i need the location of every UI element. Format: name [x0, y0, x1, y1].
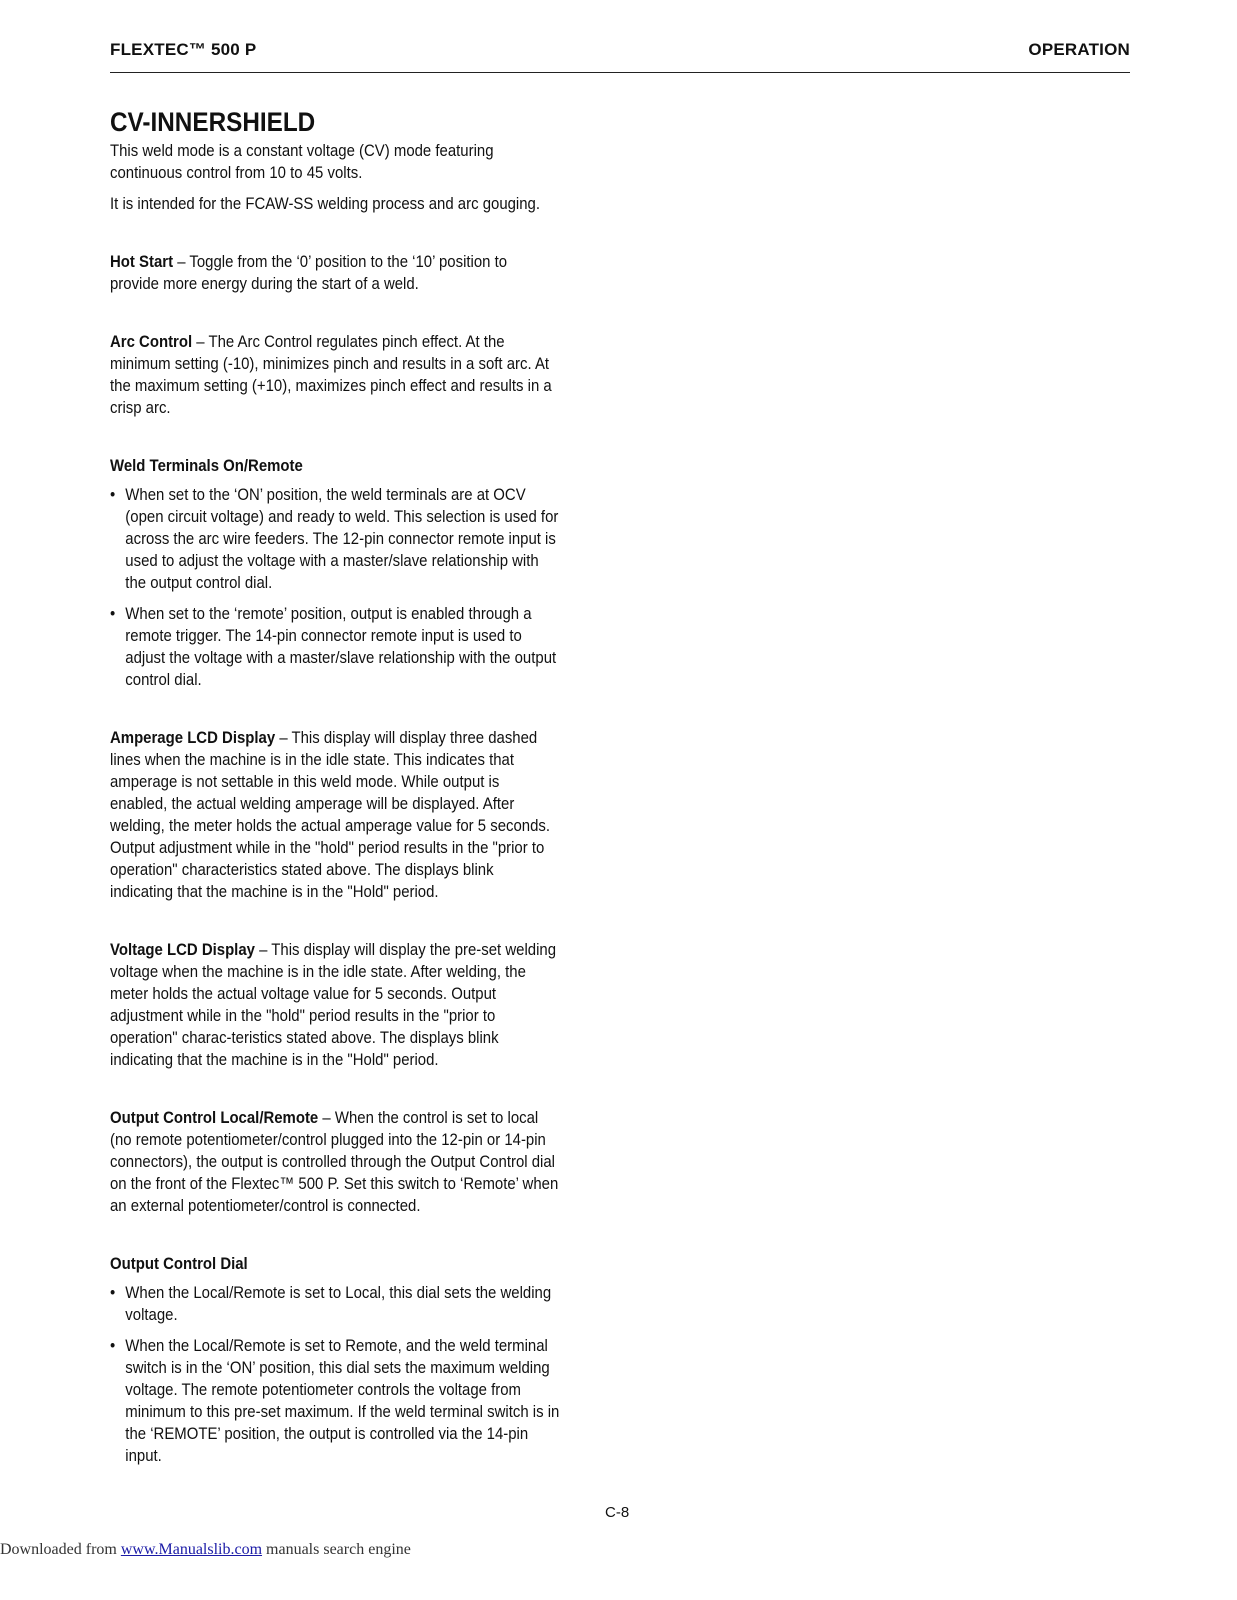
intro-paragraph-2: It is intended for the FCAW-SS welding process and arc gouging.: [110, 194, 541, 213]
output-local-remote-text: – When the control is set to local (no remote potentiometer/control plugged into the 12-pin or 14-pin connectors), the output is controlled through the Output Control dial on the front of the Flextec™ 500 P. Set this switch to ‘Remote’ when an external potentiometer/control is connected.: [110, 1108, 559, 1215]
page-number: C-8: [605, 1504, 630, 1521]
arc-control-label: Arc Control: [110, 332, 193, 351]
arc-control-paragraph: [110, 331, 560, 419]
section-title: CV-INNERSHIELD: [110, 107, 316, 137]
bullet-icon: •: [110, 1283, 116, 1302]
bullet-icon: •: [110, 604, 116, 623]
output-local-remote-label: Output Control Local/Remote: [110, 1108, 319, 1127]
output-dial-heading: Output Control Dial: [110, 1254, 248, 1273]
weld-terminals-heading: Weld Terminals On/Remote: [110, 456, 303, 475]
list-item: [110, 1282, 560, 1326]
footer-prefix: Downloaded from: [0, 1541, 121, 1558]
list-item-text: When the Local/Remote is set to Local, this dial sets the welding voltage.: [125, 1283, 552, 1324]
footer-suffix: manuals search engine: [262, 1541, 411, 1558]
hot-start-label: Hot Start: [110, 252, 174, 271]
output-dial-list: [110, 1282, 560, 1467]
list-item-text: When the Local/Remote is set to Remote, and the weld terminal switch is in the ‘ON’ position, this dial sets the maximum welding voltage. The remote potentiometer controls the voltage from minimum to this pre-set maximum. If the weld terminal switch is in the ‘REMOTE’ position, the output is controlled via the 14-pin input.: [125, 1336, 560, 1465]
output-local-remote-paragraph: [110, 1107, 560, 1217]
hot-start-text: – Toggle from the ‘0’ position to the ‘10’ position to provide more energy during the start of a weld.: [110, 252, 508, 293]
header-product: FLEXTEC™ 500 P: [110, 40, 257, 59]
list-item: [110, 1335, 560, 1467]
voltage-lcd-text: – This display will display the pre-set welding voltage when the machine is in the idle state. After welding, the meter holds the actual voltage value for 5 seconds. Output adjustment while in the "hold" period results in the "prior to operation" charac-teristics stated above. The displays blink indicating that the machine is in the "Hold" period.: [110, 940, 557, 1069]
header-section: OPERATION: [1028, 40, 1130, 59]
voltage-lcd-paragraph: [110, 939, 560, 1071]
bullet-icon: •: [110, 1336, 116, 1355]
list-item-text: When set to the ‘remote’ position, output is enabled through a remote trigger. The 14-pin connector remote input is used to adjust the voltage with a master/slave relationship with the output control dial.: [125, 604, 557, 689]
page-header: [110, 38, 1130, 73]
list-item: [110, 484, 560, 594]
download-footer: [0, 1541, 411, 1559]
list-item-text: When set to the ‘ON’ position, the weld terminals are at OCV (open circuit voltage) and ready to weld. This selection is used for across the arc wire feeders. The 12-pin connector remote input is used to adjust the voltage with a master/slave relationship with the output control dial.: [125, 485, 559, 592]
voltage-lcd-label: Voltage LCD Display: [110, 940, 255, 959]
list-item: [110, 603, 560, 691]
hot-start-paragraph: [110, 251, 560, 295]
main-content: [110, 106, 560, 1476]
amperage-lcd-text: – This display will display three dashed lines when the machine is in the idle state. This indicates that amperage is not settable in this weld mode. While output is enabled, the actual welding amperage will be displayed. After welding, the meter holds the actual amperage value for 5 seconds. Output adjustment while in the "hold" period results in the "prior to operation" characteristics stated above. The displays blink indicating that the machine is in the "Hold" period.: [110, 728, 551, 901]
arc-control-text: – The Arc Control regulates pinch effect. At the minimum setting (-10), minimizes pinch and results in a soft arc. At the maximum setting (+10), maximizes pinch effect and results in a crisp arc.: [110, 332, 552, 417]
manualslib-link[interactable]: www.Manualslib.com: [120, 1541, 263, 1558]
intro-paragraph-1: This weld mode is a constant voltage (CV) mode featuring continuous control from 10 to 45 volts.: [110, 141, 494, 182]
amperage-lcd-paragraph: [110, 727, 560, 903]
bullet-icon: •: [110, 485, 116, 504]
weld-terminals-list: [110, 484, 560, 691]
amperage-lcd-label: Amperage LCD Display: [110, 728, 276, 747]
